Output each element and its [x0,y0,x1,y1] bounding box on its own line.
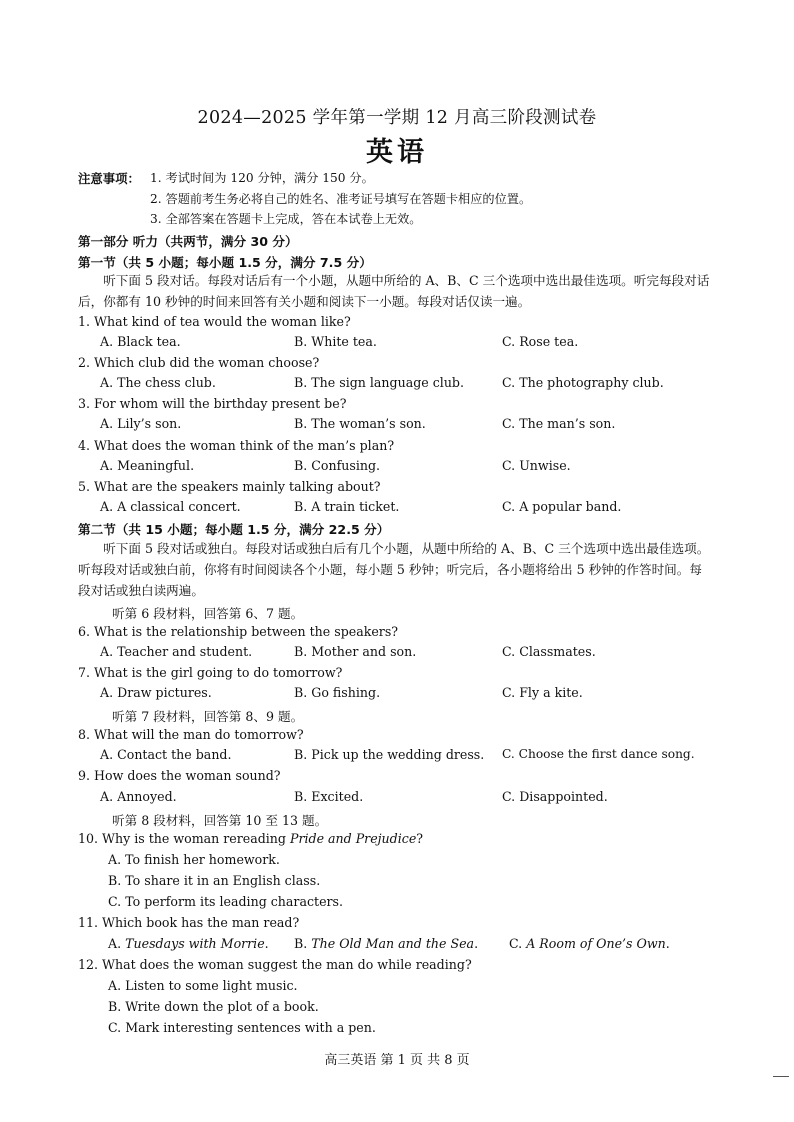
option-a: A. Annoyed. [100,789,177,804]
option-a: A. Black tea. [100,334,181,349]
exam-subject: 英语 [366,137,428,168]
option-c: C. The photography club. [502,375,664,390]
option-a: A. Teacher and student. [100,644,253,659]
option-letter: A. [108,936,126,951]
question-stem: 11. Which book has the man read? [78,915,300,930]
option-c: C. Choose the first dance song. [502,747,695,761]
material-note: 听第 8 段材料，回答第 10 至 13 题。 [112,813,328,828]
notes-label: 注意事项： [78,171,140,186]
option-letter: C. [509,936,527,951]
option-b: B. To share it in an English class. [108,873,321,888]
option-c: C. Disappointed. [502,789,608,804]
book-title: Pride and Prejudice [289,831,417,846]
question-stem: 8. What will the man do tomorrow? [78,727,304,742]
option-suffix: . [474,936,479,951]
question-stem: 12. What does the woman suggest the man do while reading? [78,957,472,972]
option-b [294,936,478,951]
option-c: C. The man’s son. [502,416,616,431]
option-b: B. White tea. [294,334,377,349]
question-stem [78,831,423,846]
section1-heading: 第一节（共 5 小题；每小题 1.5 分，满分 7.5 分） [78,255,372,270]
option-suffix: . [665,936,670,951]
option-b: B. Confusing. [294,458,381,473]
material-note: 听第 7 段材料，回答第 8、9 题。 [112,709,304,724]
option-c: C. Mark interesting sentences with a pen. [108,1020,376,1035]
section1-instructions: 听下面 5 段对话。每段对话后有一个小题，从题中所给的 A、B、C 三个选项中选出最佳选项。听完每段对话后，你都有 10 秒钟的时间来回答有关小题和阅读下一小题。每段对话仅读一遍。 [78,273,710,309]
option-b: B. Go fishing. [294,685,381,700]
question-stem: 4. What does the woman think of the man’s plan? [78,438,395,453]
option-a: A. To finish her homework. [108,852,280,867]
option-a: A. Meaningful. [100,458,195,473]
question-stem: 2. Which club did the woman choose? [78,355,320,370]
material-note: 听第 6 段材料，回答第 6、7 题。 [112,606,304,621]
stem-suffix: ? [416,831,424,846]
option-c: C. To perform its leading characters. [108,894,344,909]
option-c: C. Unwise. [502,458,571,473]
question-stem: 3. For whom will the birthday present be? [78,396,347,411]
page-footer: 高三英语 第 1 页 共 8 页 [324,1053,470,1068]
note-item: 1. 考试时间为 120 分钟，满分 150 分。 [150,171,374,185]
option-a: A. Contact the band. [100,747,232,762]
option-a: A. A classical concert. [100,499,241,514]
question-stem: 1. What kind of tea would the woman like? [78,314,351,329]
option-c: C. Rose tea. [502,334,579,349]
option-a: A. The chess club. [100,375,216,390]
option-c [509,936,670,951]
option-c: C. Classmates. [502,644,596,659]
option-b: B. Pick up the wedding dress. [294,747,485,762]
question-stem: 9. How does the woman sound? [78,768,281,783]
option-b: B. The woman’s son. [294,416,426,431]
option-a [108,936,269,951]
option-letter: B. [294,936,312,951]
option-suffix: . [264,936,269,951]
book-title: The Old Man and the Sea [311,936,475,951]
section2-instructions: 听下面 5 段对话或独白。每段对话或独白后有几个小题，从题中所给的 A、B、C 三个选项中选出最佳选项。听每段对话或独白前，你将有时间阅读各个小题，每小题 5 秒钟；听完后，各小题将给出 5 秒钟的作答时间。每段对话或独白读两遍。 [78,541,710,598]
option-b: B. The sign language club. [294,375,464,390]
book-title: A Room of One’s Own [526,936,666,951]
section2-heading: 第二节（共 15 小题；每小题 1.5 分，满分 22.5 分） [78,522,390,537]
note-item: 3. 全部答案在答题卡上完成，答在本试卷上无效。 [150,212,422,226]
option-c: C. A popular band. [502,499,622,514]
option-b: B. Excited. [294,789,364,804]
option-b: B. Mother and son. [294,644,417,659]
stem-text: 10. Why is the woman rereading [78,831,290,846]
option-b: B. A train ticket. [294,499,400,514]
question-stem: 5. What are the speakers mainly talking about? [78,479,381,494]
option-b: B. Write down the plot of a book. [108,999,319,1014]
option-a: A. Lily’s son. [100,416,182,431]
note-item: 2. 答题前考生务必将自己的姓名、准考证号填写在答题卡相应的位置。 [150,192,532,206]
question-stem: 6. What is the relationship between the speakers? [78,624,399,639]
question-stem: 7. What is the girl going to do tomorrow? [78,665,343,680]
option-c: C. Fly a kite. [502,685,583,700]
exam-title: 2024—2025 学年第一学期 12 月高三阶段测试卷 [197,108,597,128]
option-a: A. Listen to some light music. [108,978,298,993]
scan-mark [773,1076,789,1077]
book-title: Tuesdays with Morrie [125,936,265,951]
part1-heading: 第一部分 听力（共两节，满分 30 分） [78,234,298,249]
option-a: A. Draw pictures. [100,685,212,700]
